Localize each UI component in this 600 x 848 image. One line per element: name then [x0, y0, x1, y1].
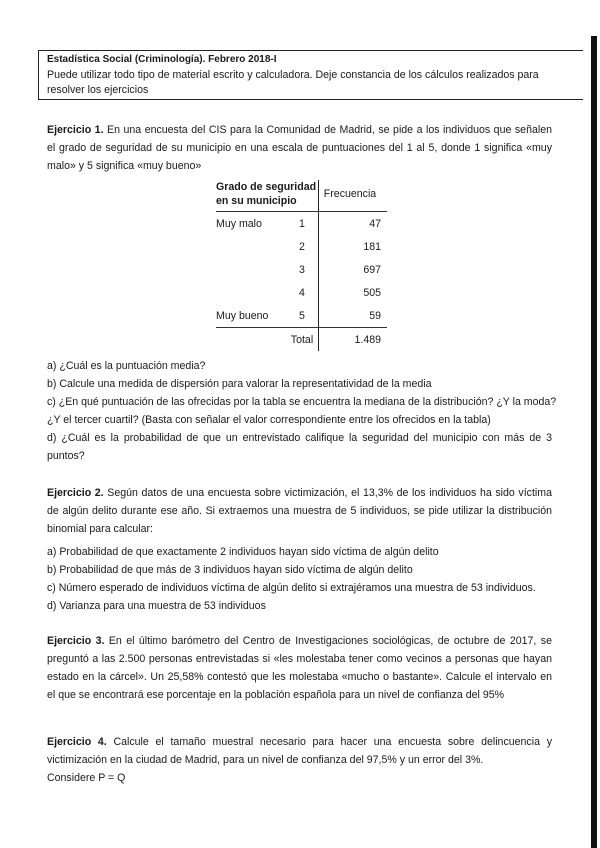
exam-header-box	[38, 50, 583, 100]
table-total-row	[216, 328, 387, 352]
exercise-2-text: Según datos de una encuesta sobre victimización, el 13,3% de los individuos ha sido víctima de algún delito durante ese año. Si extraemos una muestra de 5 individuos, se pide utilizar la distribución binomial para calcular:	[47, 487, 552, 535]
exercise-4-label: Ejercicio 4.	[47, 736, 107, 748]
frequency-table	[216, 180, 387, 351]
row-frequency: 697	[319, 258, 388, 281]
row-label: Muy bueno	[216, 304, 286, 328]
exercise-2-statement	[47, 484, 552, 538]
total-label: Total	[290, 333, 314, 346]
exercise-1-question-a: a) ¿Cuál es la puntuación media?	[47, 360, 206, 372]
exercise-2-question-b: b) Probabilidad de que más de 3 individuos hayan sido víctima de algún delito	[47, 564, 413, 576]
exam-instructions: Puede utilizar todo tipo de material escrito y calculadora. Deje constancia de los cálculos realizados para resolver los ejercicios	[47, 69, 539, 96]
exercise-4-note: Considere P = Q	[47, 772, 126, 784]
table-row	[216, 235, 387, 258]
row-label	[216, 258, 286, 281]
row-score: 4	[299, 286, 305, 299]
exercise-1-text: En una encuesta del CIS para la Comunidad de Madrid, se pide a los individuos que señalen el grado de seguridad de su municipio en una escala de puntuaciones del 1 al 5, donde 1 significa «muy malo» y 5 significa «muy bueno»	[47, 124, 552, 172]
table-header-row	[216, 180, 387, 212]
col-header-frequency: Frecuencia	[319, 180, 388, 212]
table-row	[216, 281, 387, 304]
exercise-4-statement	[47, 733, 552, 769]
exercise-2-label: Ejercicio 2.	[47, 487, 104, 499]
exercise-1-question-c: c) ¿En qué puntuación de las ofrecidas por la tabla se encuentra la mediana de la distribución? ¿Y la moda?	[47, 396, 557, 408]
exercise-2-question-c: c) Número esperado de individuos víctima de algún delito si extrajéramos una muestra de 53 individuos.	[47, 582, 536, 594]
row-score: 2	[299, 240, 305, 253]
row-frequency: 47	[319, 212, 388, 236]
row-label	[216, 235, 286, 258]
exercise-2-question-d: d) Varianza para una muestra de 53 individuos	[47, 600, 266, 612]
exercise-3-label: Ejercicio 3.	[47, 635, 105, 647]
row-frequency: 181	[319, 235, 388, 258]
row-label: Muy malo	[216, 217, 262, 230]
col-header-grade: Grado de seguridad en su municipio	[216, 180, 319, 212]
exercise-1-question-c-cont: ¿Y el tercer cuartil? (Basta con señalar el valor correspondiente entre los ofrecidos en la tabla)	[47, 414, 491, 426]
table-row	[216, 304, 387, 328]
exercise-1-question-b: b) Calcule una medida de dispersión para valorar la representatividad de la media	[47, 378, 432, 390]
exercise-3-statement	[47, 632, 552, 704]
exam-title: Estadística Social (Criminología). Febrero 2018-I	[47, 54, 277, 65]
row-frequency: 505	[319, 281, 388, 304]
table-row	[216, 258, 387, 281]
exercise-3-text: En el último barómetro del Centro de Investigaciones sociológicas, de octubre de 2017, se preguntó a las 2.500 personas entrevistadas si «les molestaba tener como vecinos a personas que hayan estado en la cárcel». Un 25,58% contestó que les molestaba «mucho o bastante». Calcule el intervalo en el que se encontrará ese porcentaje en la población española para un nivel de confianza del 95%	[47, 635, 552, 701]
table-row	[216, 212, 387, 236]
exercise-1-statement	[47, 121, 552, 175]
row-score: 3	[299, 263, 305, 276]
exercise-2-question-a: a) Probabilidad de que exactamente 2 individuos hayan sido víctima de algún delito	[47, 546, 439, 558]
scan-edge	[591, 36, 597, 848]
row-score: 5	[286, 304, 319, 328]
exercise-1-label: Ejercicio 1.	[47, 124, 104, 136]
exercise-1-question-d: d) ¿Cuál es la probabilidad de que un entrevistado califique la seguridad del municipio con más de 3 puntos?	[47, 432, 552, 462]
total-value: 1.489	[319, 328, 388, 352]
row-score: 1	[299, 217, 305, 230]
row-frequency: 59	[319, 304, 388, 328]
row-label	[216, 281, 286, 304]
exercise-4-text: Calcule el tamaño muestral necesario para hacer una encuesta sobre delincuencia y victimización en la ciudad de Madrid, para un nivel de confianza del 97,5% y un error del 3%.	[47, 736, 552, 766]
